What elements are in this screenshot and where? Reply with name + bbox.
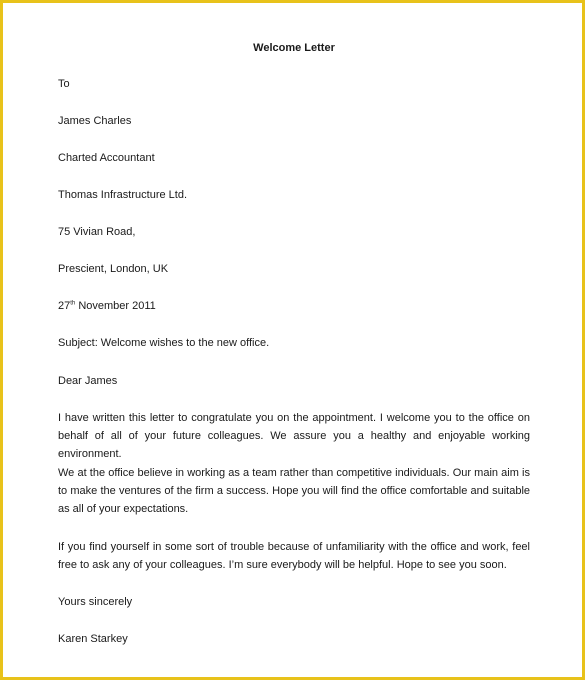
date-rest: November 2011 <box>75 300 156 312</box>
body-paragraph-3: If you find yourself in some sort of trouble because of unfamiliarity with the office and work, feel free to ask any of your colleagues. I’m sure everybody will be helpful. Hope to see you soon. <box>58 541 530 571</box>
date-suffix: th <box>70 300 76 307</box>
recipient-name: James Charles <box>58 115 132 127</box>
closing: Yours sincerely <box>58 596 133 608</box>
to-label: To <box>58 78 70 90</box>
body-paragraph-1: I have written this letter to congratulate you on the appointment. I welcome you to the office on behalf of all of your future colleagues. We assure you a healthy and enjoyable working environment. <box>58 412 530 460</box>
subject-line: Subject: Welcome wishes to the new office. <box>58 337 270 349</box>
address-line: 75 Vivian Road, <box>58 226 136 238</box>
letter-date <box>58 297 156 315</box>
signature-name: Karen Starkey <box>58 633 128 645</box>
city-line: Prescient, London, UK <box>58 263 169 275</box>
company-name: Thomas Infrastructure Ltd. <box>58 189 187 201</box>
salutation: Dear James <box>58 375 118 387</box>
letter-title: Welcome Letter <box>253 42 335 54</box>
body-paragraph-2: We at the office believe in working as a team rather than competitive individuals. Our main aim is to make the ventures of the firm a success. Hope you will find the office comfortable and suitable as all of your expectations. <box>58 467 530 515</box>
recipient-title: Charted Accountant <box>58 152 155 164</box>
date-day: 27 <box>58 300 71 312</box>
